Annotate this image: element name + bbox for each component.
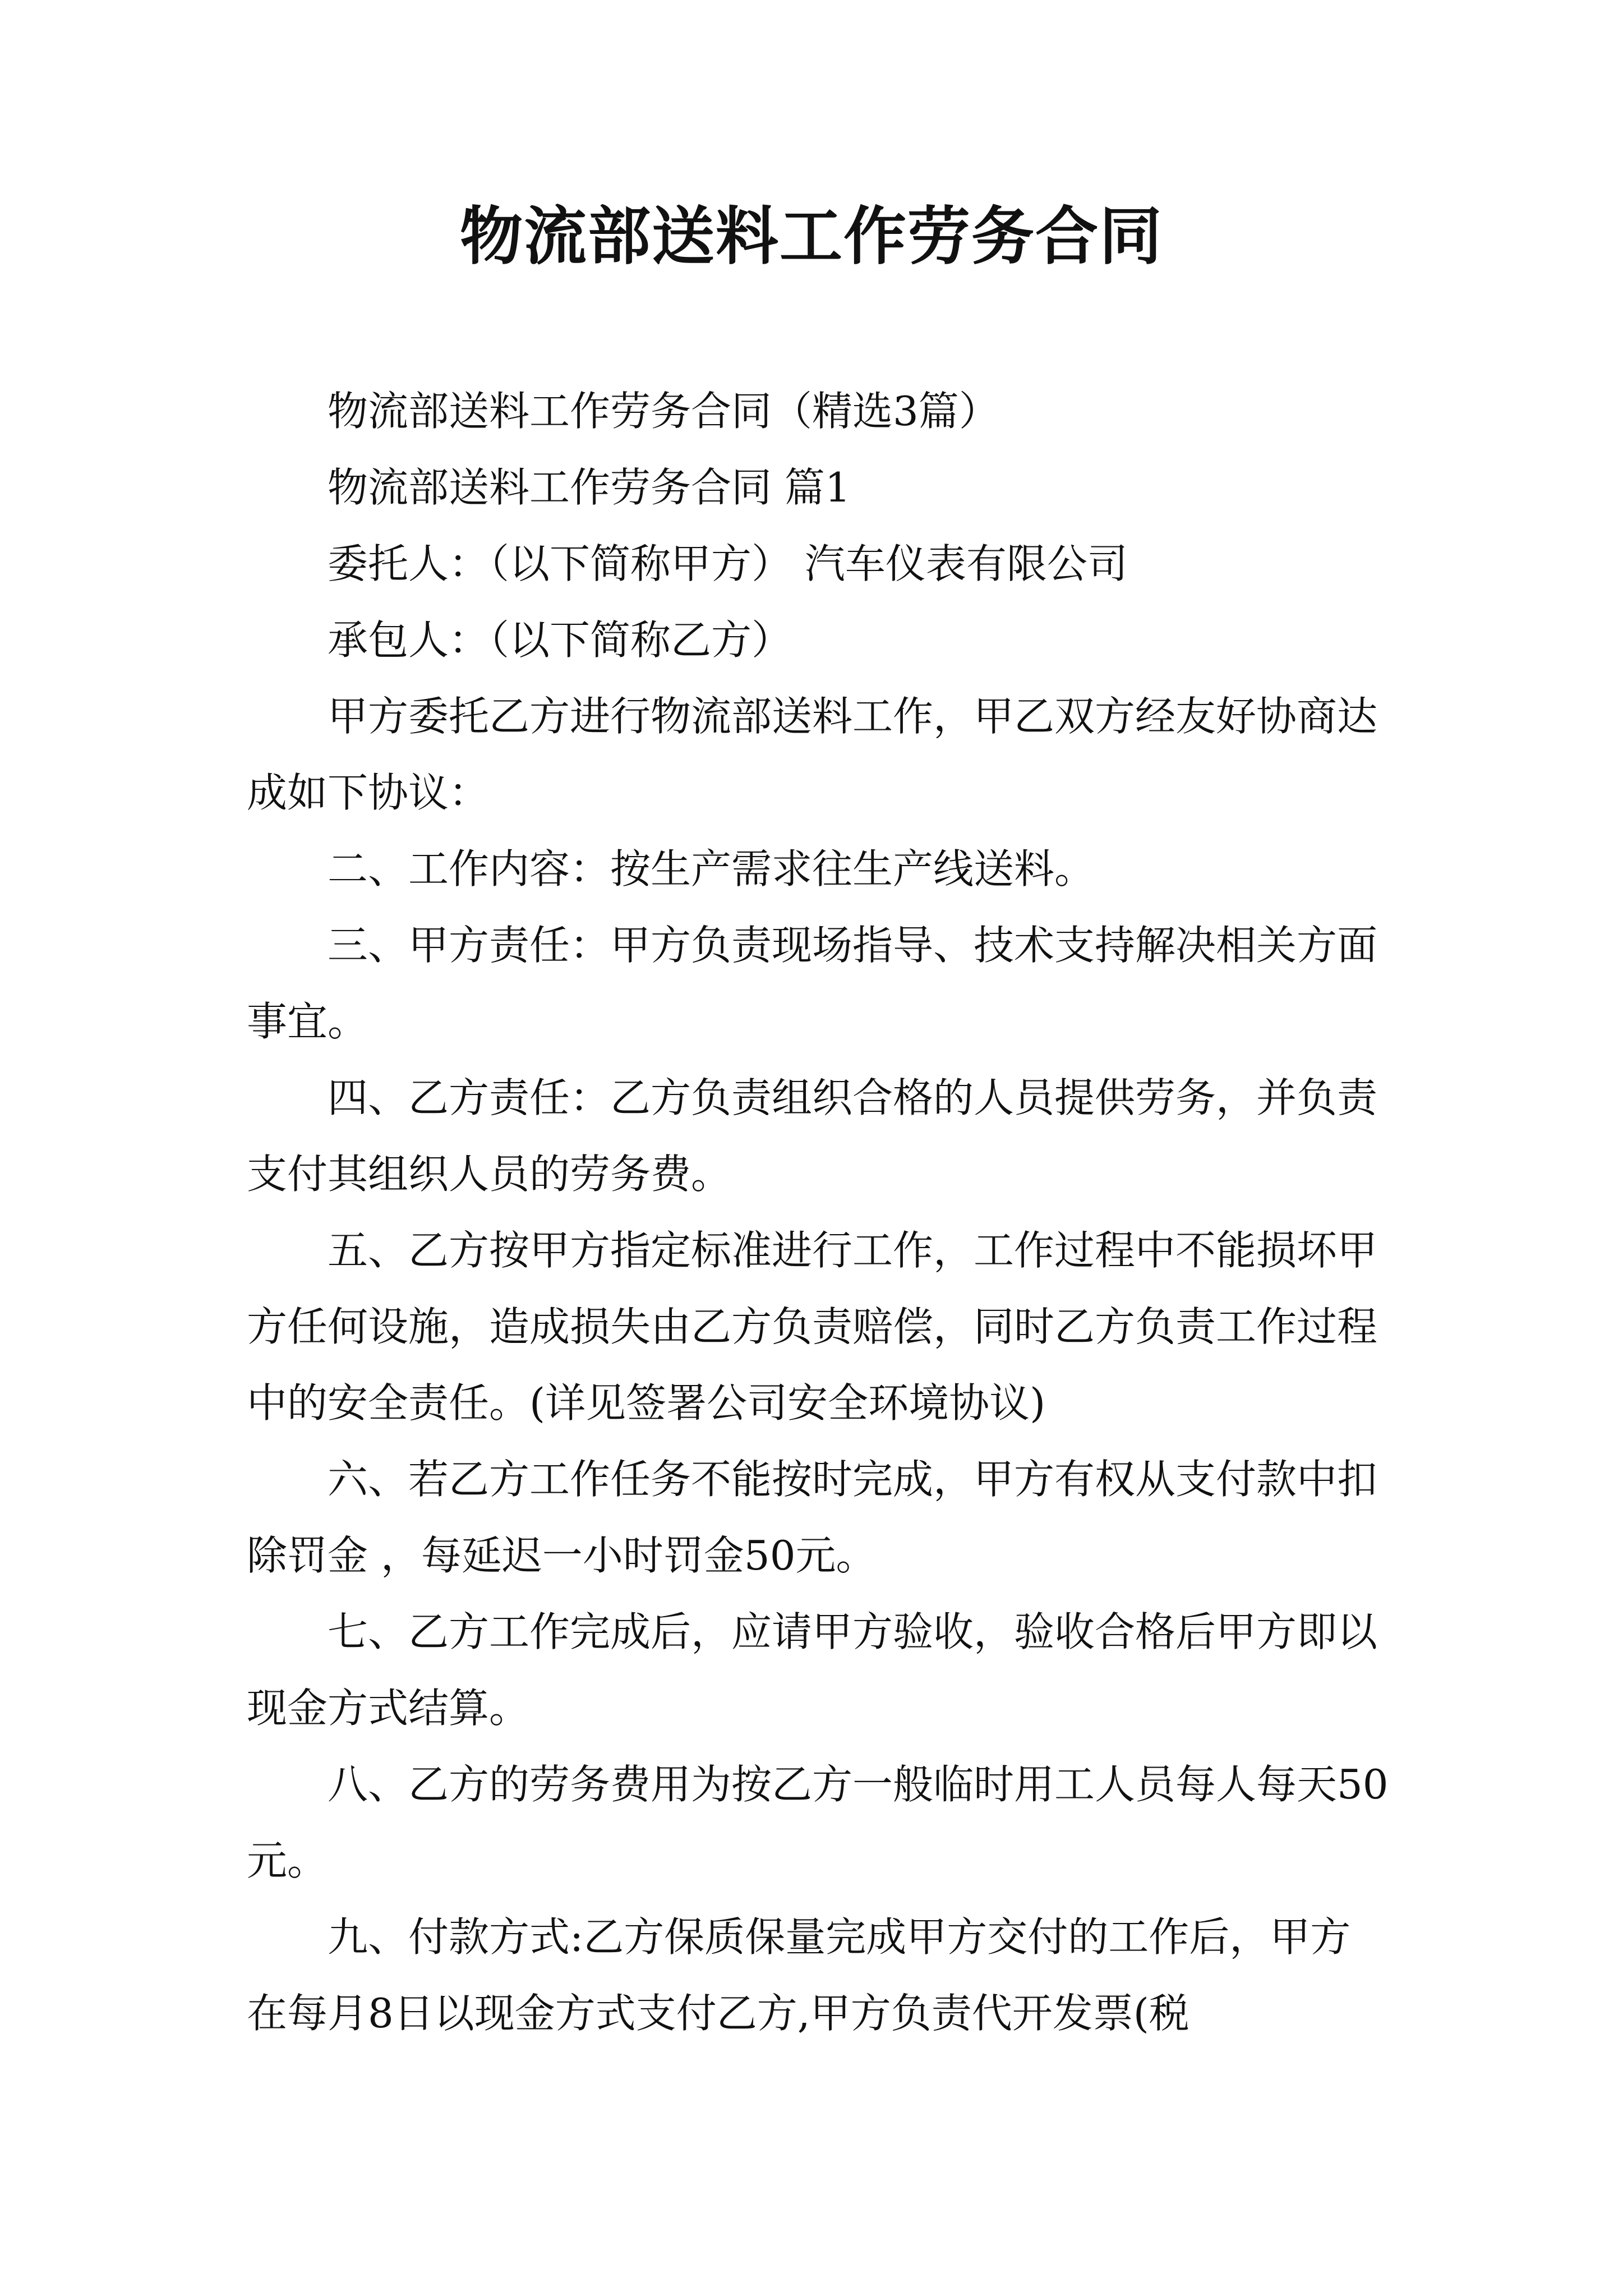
paragraph-clause-2: 二、工作内容：按生产需求往生产线送料。 xyxy=(328,845,1095,892)
paragraph-intro: 甲方委托乙方进行物流部送料工作，甲乙双方经友好协商达成如下协议： xyxy=(247,693,1378,816)
paragraph-clause-6: 六、若乙方工作任务不能按时完成，甲方有权从支付款中扣除罚金 ，每延迟一小时罚金50元。 xyxy=(247,1456,1378,1579)
paragraph-section-heading: 物流部送料工作劳务合同 篇1 xyxy=(328,464,851,511)
document-body xyxy=(247,373,1389,2051)
paragraph-clause-9: 九、付款方式:乙方保质保量完成甲方交付的工作后，甲方在每月8日以现金方式支付乙方,甲方负责代开发票(税 xyxy=(247,1913,1351,2037)
paragraph-contractor: 承包人：（以下简称乙方） xyxy=(328,616,792,664)
paragraph-clause-4: 四、乙方责任：乙方负责组织合格的人员提供劳务，并负责支付其组织人员的劳务费。 xyxy=(247,1074,1378,1198)
paragraph-clause-7: 七、乙方工作完成后，应请甲方验收，验收合格后甲方即以现金方式结算。 xyxy=(247,1608,1378,1732)
document-title: 物流部送料工作劳务合同 xyxy=(460,200,1163,273)
paragraph-clause-5: 五、乙方按甲方指定标准进行工作，工作过程中不能损坏甲方任何设施，造成损失由乙方负责赔偿，同时乙方负责工作过程中的安全责任。(详见签署公司安全环境协议) xyxy=(247,1227,1378,1427)
paragraph-clause-3: 三、甲方责任：甲方负责现场指导、技术支持解决相关方面事宜。 xyxy=(247,922,1378,1045)
paragraph-client: 委托人：（以下简称甲方） 汽车仪表有限公司 xyxy=(328,540,1128,587)
paragraph-subtitle: 物流部送料工作劳务合同（精选3篇） xyxy=(328,388,999,435)
paragraph-clause-8: 八、乙方的劳务费用为按乙方一般临时用工人员每人每天50元。 xyxy=(247,1761,1389,1884)
